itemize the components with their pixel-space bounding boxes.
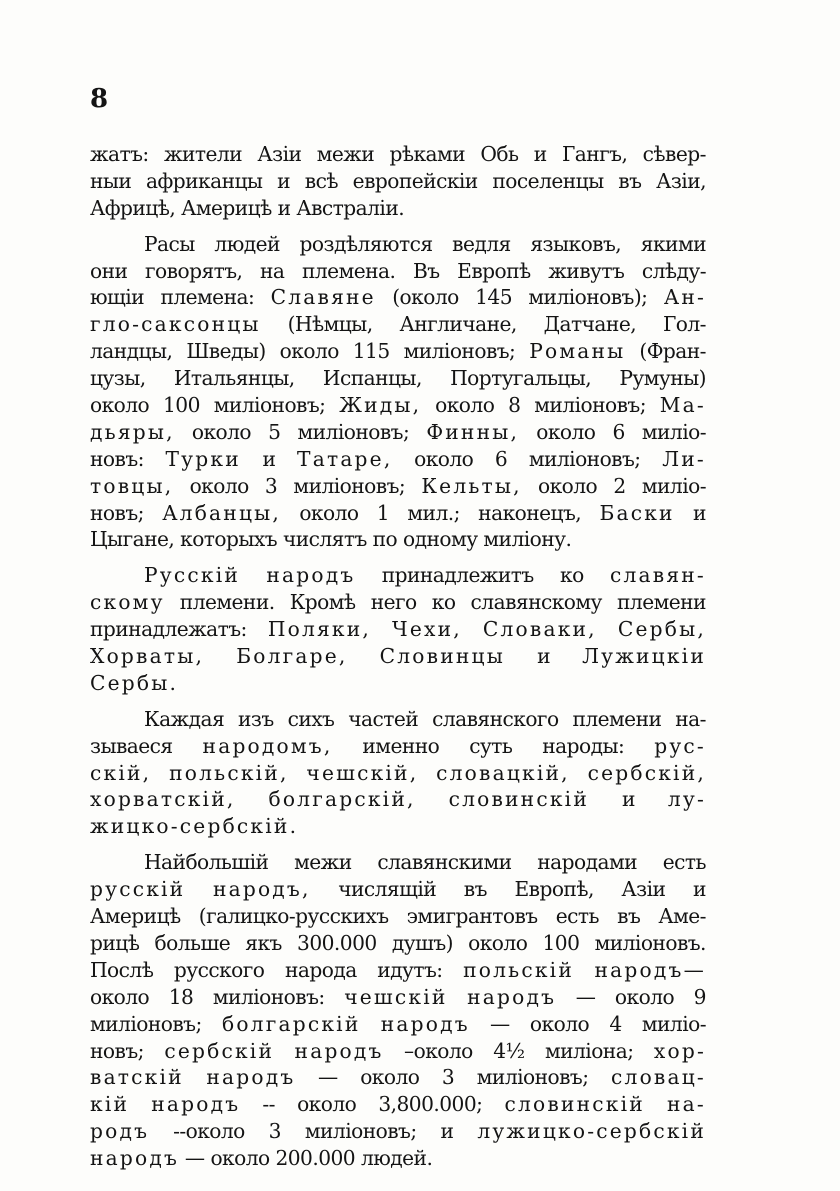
- word: около: [468, 930, 528, 955]
- word: Азіи: [257, 142, 302, 166]
- word: и: [693, 500, 706, 525]
- word: въ: [618, 168, 642, 193]
- spaced-word: народъ: [151, 1092, 241, 1117]
- word: изъ: [238, 706, 274, 731]
- word: языковъ,: [530, 231, 622, 256]
- word: живутъ: [548, 258, 625, 283]
- spaced-word: народъ—: [594, 957, 706, 982]
- word: народы:: [542, 733, 625, 758]
- word: на: [260, 258, 285, 283]
- word: слѣду-: [641, 258, 706, 283]
- word: ко: [431, 590, 456, 615]
- spaced-word: народомъ,: [202, 733, 333, 758]
- word: миліоновъ);: [528, 285, 648, 310]
- word: Кромѣ: [289, 590, 356, 615]
- spaced-word: родъ: [90, 1119, 150, 1144]
- word: суть: [469, 733, 513, 758]
- text-line: [90, 1118, 706, 1145]
- word: межи: [316, 142, 375, 166]
- word: и: [262, 446, 276, 471]
- word: племени: [617, 590, 706, 615]
- spaced-word: Финны,: [426, 419, 520, 444]
- spaced-word: Татаре,: [297, 446, 393, 471]
- word: около: [191, 419, 252, 444]
- text-line: [90, 526, 706, 553]
- word: Америцѣ: [90, 904, 181, 929]
- word: 6: [494, 446, 508, 471]
- spaced-word: лу-: [667, 787, 706, 812]
- word: числящій: [338, 877, 437, 902]
- word: миліоновъ.: [594, 930, 706, 955]
- word: 2: [613, 473, 626, 498]
- word: миліоновъ:: [212, 984, 325, 1009]
- word: Америцѣ: [181, 195, 272, 220]
- word: 6: [612, 419, 625, 444]
- word: якими: [640, 231, 706, 256]
- word: Обь: [480, 142, 519, 166]
- word: 5: [268, 419, 281, 444]
- spaced-word: словацкій,: [436, 760, 570, 785]
- word: 3: [268, 1119, 281, 1144]
- word: поселенцы: [492, 168, 604, 193]
- spaced-word: Чехи,: [392, 617, 462, 642]
- word: Аме-: [658, 904, 706, 929]
- word: --около: [173, 1119, 245, 1144]
- word: новъ;: [90, 1038, 144, 1063]
- word: около: [614, 984, 675, 1009]
- word: ко: [560, 563, 584, 588]
- word: 3: [441, 1065, 455, 1090]
- spaced-word: чешскій: [344, 984, 448, 1009]
- word: Въ: [412, 258, 440, 283]
- text-line: [90, 1091, 706, 1118]
- word: жатъ:: [90, 142, 149, 166]
- word: —: [575, 984, 596, 1009]
- text-line: [90, 365, 706, 392]
- word: Каждая: [144, 706, 225, 731]
- word: около: [536, 419, 596, 444]
- word: Послѣ: [90, 957, 154, 982]
- word: 4: [609, 1011, 622, 1036]
- text-line: [90, 338, 706, 365]
- word: частей: [348, 706, 419, 731]
- word: африканцы: [146, 168, 263, 193]
- word: ведля: [452, 231, 511, 256]
- spaced-word: народъ,: [212, 877, 311, 902]
- word: людей.: [360, 1146, 433, 1171]
- word: миліоновъ;: [528, 446, 641, 471]
- word: Итальянцы,: [173, 366, 295, 391]
- spaced-word: дьяры,: [90, 419, 175, 444]
- spaced-word: Русскій: [144, 563, 241, 588]
- spaced-word: Кельты,: [421, 473, 522, 498]
- word: Найбольшій: [144, 850, 269, 875]
- spaced-word: сербскій: [164, 1038, 275, 1063]
- spaced-word: Ан-: [663, 285, 706, 310]
- text-line: [90, 419, 706, 446]
- word: около: [538, 473, 598, 498]
- text-line: [90, 616, 706, 643]
- text-line: [90, 1064, 706, 1091]
- word: на-: [675, 706, 706, 731]
- word: и: [533, 142, 547, 166]
- text-line: [90, 562, 706, 589]
- word: людей: [214, 231, 280, 256]
- text-line: [90, 733, 706, 760]
- word: около: [90, 984, 150, 1009]
- word: ландцы,: [90, 339, 173, 364]
- word: миліоновъ;: [90, 1011, 202, 1036]
- word: наконецъ,: [478, 500, 582, 525]
- word: по: [372, 527, 398, 552]
- word: (галицко-русскихъ: [198, 904, 389, 929]
- word: —: [490, 1011, 510, 1036]
- spaced-word: народъ: [467, 984, 557, 1009]
- word: Цыгане,: [90, 527, 175, 552]
- word: народа: [284, 957, 357, 982]
- word: 18: [168, 984, 194, 1009]
- word: около: [297, 1092, 357, 1117]
- word: около: [435, 393, 495, 418]
- text-line: [90, 141, 706, 168]
- spaced-word: Жиды,: [339, 393, 422, 418]
- word: Азіи,: [656, 168, 706, 193]
- word: Азіи: [621, 877, 666, 902]
- text-line: [90, 311, 706, 338]
- text-line: [90, 670, 706, 697]
- paragraph-gap: [90, 553, 706, 562]
- text-line: [90, 813, 706, 840]
- word: 3,800.000;: [378, 1092, 483, 1117]
- spaced-word: Ли-: [662, 446, 706, 471]
- spaced-word: словинскій: [504, 1092, 645, 1117]
- word: въ: [617, 904, 641, 929]
- spaced-word: скому: [90, 590, 165, 615]
- spaced-word: Ма-: [659, 393, 706, 418]
- word: русского: [173, 957, 265, 982]
- word: душъ): [391, 930, 453, 955]
- word: около: [210, 1146, 270, 1171]
- word: около: [279, 339, 339, 364]
- word: него: [370, 590, 417, 615]
- word: 4½: [493, 1038, 525, 1063]
- word: въ: [463, 877, 487, 902]
- spaced-word: сербскій,: [587, 760, 706, 785]
- spaced-word: на-: [667, 1092, 706, 1117]
- text-line: [90, 1145, 706, 1172]
- word: Европѣ: [457, 258, 531, 283]
- spaced-word: Турки: [165, 446, 241, 471]
- spaced-word: рус-: [654, 733, 706, 758]
- word: сѣвер-: [642, 142, 706, 166]
- word: 100: [542, 930, 580, 955]
- word: Африцѣ,: [90, 195, 176, 220]
- word: миліоновъ;: [304, 1119, 417, 1144]
- spaced-word: чешскій,: [306, 760, 419, 785]
- word: миліоновъ;: [213, 393, 326, 418]
- word: Испанцы,: [322, 366, 422, 391]
- word: эмигрантовъ: [406, 904, 538, 929]
- spaced-word: Словаки,: [482, 617, 597, 642]
- text-line: [90, 786, 706, 813]
- word: --: [262, 1092, 275, 1117]
- word: (Нѣмцы,: [287, 312, 373, 337]
- word: ныи: [90, 168, 132, 193]
- text-line: [90, 760, 706, 787]
- spaced-word: Болгаре,: [236, 644, 348, 669]
- word: (Фран-: [639, 339, 706, 364]
- word: 3: [264, 473, 278, 498]
- word: говорятъ,: [145, 258, 243, 283]
- text-line: [90, 589, 706, 616]
- word: около: [360, 1065, 420, 1090]
- word: миліоновъ;: [403, 339, 516, 364]
- word: племени: [572, 706, 662, 731]
- word: около: [529, 1011, 590, 1036]
- word: идутъ:: [377, 957, 443, 982]
- word: около: [189, 473, 249, 498]
- word: –около: [404, 1038, 473, 1063]
- text-line: [90, 500, 706, 527]
- text-line: [90, 258, 706, 285]
- word: и: [277, 195, 291, 220]
- spaced-word: скій,: [90, 760, 152, 785]
- word: 145: [475, 285, 512, 310]
- spaced-word: Словинцы: [379, 644, 505, 669]
- paragraph-gap: [90, 697, 706, 706]
- spaced-word: Славяне: [270, 285, 376, 310]
- word: миліо-: [641, 473, 706, 498]
- word: есть: [555, 904, 599, 929]
- spaced-word: Хорваты,: [90, 644, 205, 669]
- word: племена:: [160, 285, 255, 310]
- spaced-word: польскій: [463, 957, 574, 982]
- word: сихъ: [287, 706, 335, 731]
- word: племени.: [179, 590, 275, 615]
- spaced-word: хор-: [653, 1038, 706, 1063]
- word: ющіи: [90, 285, 145, 310]
- word: Англичане,: [399, 312, 517, 337]
- spaced-word: народъ: [90, 1146, 180, 1171]
- spaced-word: народъ: [266, 563, 356, 588]
- word: Расы: [144, 231, 195, 256]
- spaced-word: жицко-сербскій.: [90, 814, 299, 839]
- text-line: [90, 168, 706, 195]
- word: всѣ: [304, 168, 338, 193]
- word: славянскими: [377, 850, 512, 875]
- text-line: [90, 1038, 706, 1065]
- spaced-word: польскій,: [169, 760, 289, 785]
- word: 115: [352, 339, 390, 364]
- word: Румуны): [619, 366, 706, 391]
- spaced-word: лужицко-сербскій: [477, 1119, 706, 1144]
- text-line: [90, 930, 706, 957]
- word: мил.;: [407, 500, 460, 525]
- word: одному: [403, 527, 478, 552]
- word: племена.: [302, 258, 396, 283]
- word: Гол-: [662, 312, 706, 337]
- word: миліону.: [483, 527, 572, 552]
- text-line: [90, 643, 706, 670]
- word: новъ;: [90, 500, 144, 525]
- word: миліоновъ;: [293, 473, 406, 498]
- word: цузы,: [90, 366, 146, 391]
- spaced-word: кій: [90, 1092, 130, 1117]
- spaced-word: ватскій: [90, 1065, 184, 1090]
- word: славянского: [432, 706, 559, 731]
- spaced-word: народъ: [294, 1038, 384, 1063]
- word: жители: [163, 142, 243, 166]
- word: зываеся: [90, 733, 173, 758]
- word: 300.000: [297, 930, 377, 955]
- text-line: [90, 473, 706, 500]
- text-line: [90, 446, 706, 473]
- word: 100: [162, 393, 200, 418]
- word: миліоновъ;: [534, 393, 646, 418]
- word: и: [621, 787, 635, 812]
- word: 8: [508, 393, 521, 418]
- word: миліоновъ;: [297, 419, 410, 444]
- word: Португальцы,: [450, 366, 592, 391]
- word: около: [414, 446, 474, 471]
- word: —: [317, 1065, 338, 1090]
- text-line: [90, 876, 706, 903]
- word: Шведы): [186, 339, 266, 364]
- page-number: 8: [90, 84, 109, 114]
- spaced-word: Сербы.: [90, 670, 179, 695]
- word: Датчане,: [543, 312, 637, 337]
- word: межи: [294, 850, 352, 875]
- word: 200.000: [275, 1146, 356, 1171]
- word: рицѣ: [90, 930, 140, 955]
- word: (около: [392, 285, 459, 310]
- word: есть: [662, 850, 706, 875]
- text-line: [90, 903, 706, 930]
- word: миліо-: [641, 1011, 706, 1036]
- word: именно: [362, 733, 440, 758]
- word: миліо-: [641, 419, 706, 444]
- word: и: [440, 1119, 454, 1144]
- paragraph-gap: [90, 840, 706, 849]
- spaced-word: народъ: [380, 1011, 470, 1036]
- text-line: [90, 984, 706, 1011]
- word: около: [299, 500, 359, 525]
- spaced-word: русскій: [90, 877, 186, 902]
- word: числятъ: [282, 527, 367, 552]
- word: славянскому: [470, 590, 602, 615]
- spaced-word: народъ: [206, 1065, 296, 1090]
- word: Австраліи.: [296, 195, 405, 220]
- spaced-word: хорватскій,: [90, 787, 236, 812]
- word: новъ:: [90, 446, 144, 471]
- word: рѣками: [389, 142, 466, 166]
- spaced-word: Поляки,: [267, 617, 372, 642]
- body-text: [90, 141, 706, 1172]
- spaced-word: товцы,: [90, 473, 174, 498]
- word: миліона;: [544, 1038, 634, 1063]
- word: роздѣляются: [299, 231, 433, 256]
- word: и: [277, 168, 291, 193]
- spaced-word: Романы: [529, 339, 626, 364]
- word: —: [184, 1146, 205, 1171]
- spaced-word: Лужицкіи: [582, 644, 706, 669]
- spaced-word: болгарскій: [221, 1011, 361, 1036]
- spaced-word: Сербы,: [617, 617, 706, 642]
- word: миліоновъ;: [476, 1065, 589, 1090]
- text-line: [90, 849, 706, 876]
- word: 9: [693, 984, 706, 1009]
- spaced-word: словац-: [611, 1065, 706, 1090]
- word: которыхъ: [180, 527, 278, 552]
- word: и: [693, 877, 706, 902]
- word: Европѣ,: [514, 877, 594, 902]
- paragraph-gap: [90, 222, 706, 231]
- word: принадлежатъ:: [90, 617, 247, 642]
- text-line: [90, 231, 706, 258]
- spaced-word: словинскій: [448, 787, 589, 812]
- text-line: [90, 706, 706, 733]
- spaced-word: Албанцы,: [162, 500, 282, 525]
- spaced-word: болгарскій,: [268, 787, 416, 812]
- word: и: [537, 644, 551, 669]
- text-line: [90, 284, 706, 311]
- word: около: [90, 393, 150, 418]
- text-line: [90, 1011, 706, 1038]
- word: они: [90, 258, 128, 283]
- word: народами: [537, 850, 638, 875]
- spaced-word: славян-: [610, 563, 706, 588]
- word: европейскіи: [352, 168, 478, 193]
- word: принадлежитъ: [381, 563, 534, 588]
- text-line: [90, 392, 706, 419]
- word: якъ: [245, 930, 282, 955]
- word: Гангъ,: [561, 142, 628, 166]
- text-line: [90, 195, 706, 222]
- spaced-word: гло-саксонцы: [90, 312, 261, 337]
- word: больше: [154, 930, 231, 955]
- spaced-word: Баски: [599, 500, 675, 525]
- text-line: [90, 957, 706, 984]
- word: 1: [376, 500, 390, 525]
